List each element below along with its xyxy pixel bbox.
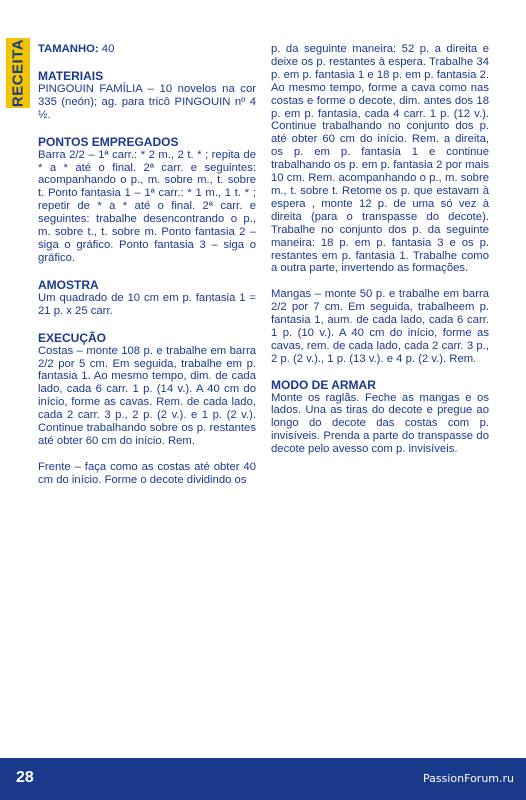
tamanho-label: TAMANHO: xyxy=(38,43,99,55)
modo-title: MODO DE ARMAR xyxy=(271,377,376,392)
amostra-text: Um quadrado de 10 cm em p. fantasia 1 = 21 p. x 25 carr. xyxy=(38,291,256,317)
materiais-text: PINGOUIN FAMÍLIA – 10 novelos na cor 335 (neón); ag. para tricô PINGOUIN nº 4 ½. xyxy=(38,82,256,121)
left-column xyxy=(38,43,256,499)
tamanho-value: 40 xyxy=(98,43,115,55)
pontos-text: Barra 2/2 – 1ª carr.: * 2 m., 2 t. * ; repita de * a * até o final. 2ª carr. e seguintes: acompanhando o p., m. sobre m., t. sobre t. Ponto fantasia 1 – 1ª carr.: * 1 m., 1 t. * ; repetir de * a * até o final. 2ª carr. e seguintes: trabalhe desencontrando o p., m. sobre t., t. sobre m. Ponto fantasia 2 – siga o gráfico. Ponto fantasia 3 – siga o gráfico. xyxy=(38,148,256,264)
execucao-costas-text: Costas – monte 108 p. e trabalhe em barra 2/2 por 5 cm. Em seguida, trabalhe em p. fantasia 1. Ao mesmo tempo, dim. de cada lado, cada 6 carr. 1 p. (14 v.). A 40 cm do início, forme as cavas. Rem. de cada lado, cada 2 carr. 3 p., 2 p. (2 v.). e 1 p. (2 v.). Continue trabalhando sobre os p. restantes até obter 60 cm do início. Rem. xyxy=(38,344,256,447)
right-column xyxy=(271,43,489,456)
receita-badge xyxy=(6,38,30,108)
modo-text: Monte os raglãs. Feche as mangas e os lados. Una as tiras do decote e pregue ao longo do decote das costas com p. invisíveis. Prenda a parte do transpasse do decote pelo avesso com p. invisíveis. xyxy=(271,391,489,456)
modo-section xyxy=(271,379,489,457)
materiais-section xyxy=(38,70,256,122)
site-watermark: PassionForum.ru xyxy=(423,772,514,785)
amostra-section xyxy=(38,279,256,318)
footer-bar xyxy=(0,758,526,800)
pontos-section xyxy=(38,136,256,265)
materiais-title: MATERIAIS xyxy=(38,68,104,83)
amostra-title: AMOSTRA xyxy=(38,277,99,292)
frente-continuation-text: p. da seguinte maneira: 52 p. a direita e deixe os p. restantes à espera. Trabalhe 34 p. em p. fantasia 1 e 18 p. em p. fantasia 2. Ao mesmo tempo, forme a cava como nas costas e forme o decote, dim. antes dos 18 p. em p. fantasia, cada 4 carr. 1 p. (12 v.). Continue trabalhando no conjunto dos p. até obter 60 cm do início. Rem. a direita, os p. em p. fantasia 1 e continue trabalhando os p. em p. fantasia 2 por mais 10 cm. Rem. acompanhando o p., m. sobre m., t. sobre t. Retome os p. que estavam à espera , monte 12 p. de uma só vez à direita (para o transpasse do decote). Trabalhe no conjunto dos p. da seguinte maneira: 18 p. em p. fantasia 3 e os p. restantes em p. fantasia 1. Trabalhe como a outra parte, invertendo as formações. xyxy=(271,43,489,275)
mangas-text: Mangas – monte 50 p. e trabalhe em barra 2/2 por 7 cm. Em seguida, trabalheem p. fantasia 1, aum. de cada lado, cada 6 carr. 1 p. (10 v.). A 40 cm do início, forme as cavas, rem. de cada lado, cada 2 carr. 3 p., 2 p. (2 v.)., 1 p. (13 v.). e 4 p. (2 v.). Rem. xyxy=(271,288,489,365)
execucao-title: EXECUÇÃO xyxy=(38,330,107,345)
tamanho-section xyxy=(38,43,256,56)
execucao-section xyxy=(38,332,256,487)
page-number: 28 xyxy=(16,769,34,786)
execucao-frente-text: Frente – faça como as costas até obter 40 cm do início. Forme o decote dividindo os xyxy=(38,460,256,486)
receita-badge-label: RECEITA xyxy=(9,38,27,108)
pontos-title: PONTOS EMPREGADOS xyxy=(38,134,179,149)
